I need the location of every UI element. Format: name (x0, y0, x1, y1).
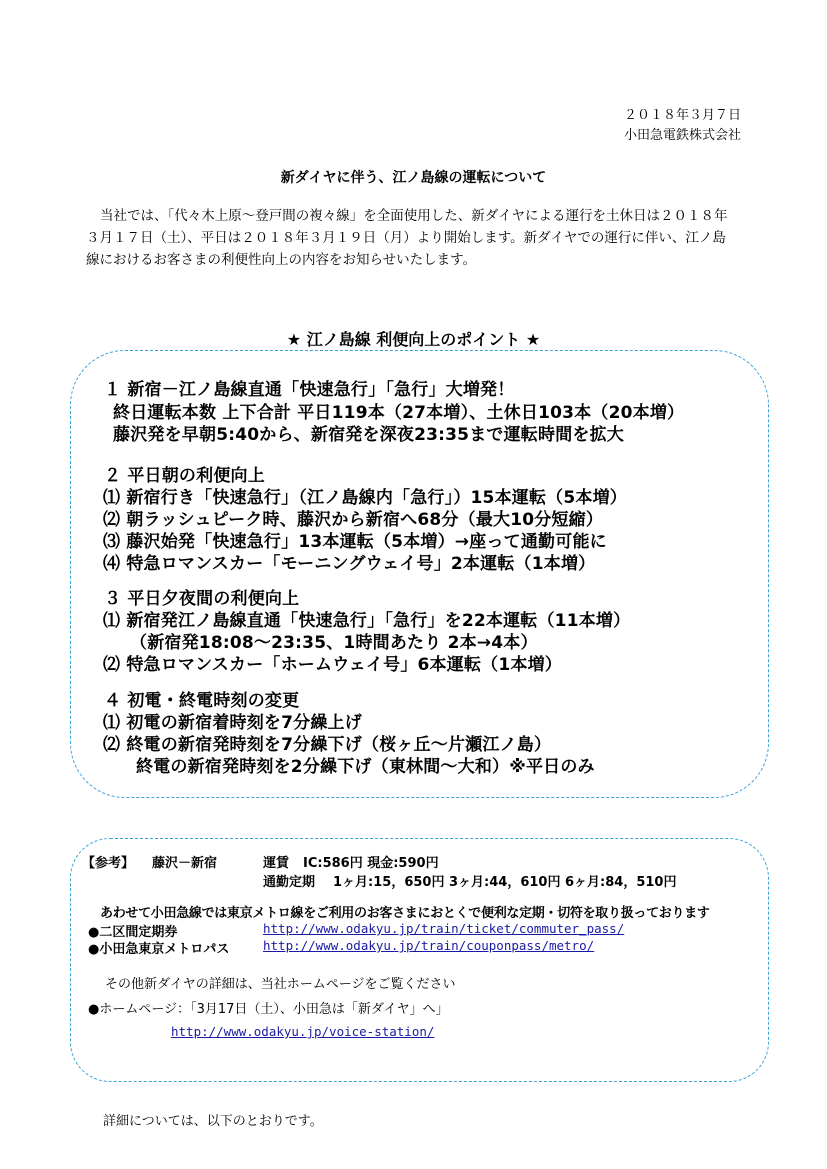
metro-pass-label: ●小田急東京メトロパス (88, 942, 230, 957)
homepage-label: ●ホームページ：「3月17日（土）、小田急は「新ダイヤ」へ」 (88, 1002, 449, 1017)
point-3-line-1: ⑴ 新宿発江ノ島線直通「快速急行」「急行」を22本運転（11本増） (103, 611, 631, 631)
point-2-line-4: ⑷ 特急ロマンスカー「モーニングウェイ号」2本運転（1本増） (103, 554, 596, 574)
reference-tag: 【参考】 (82, 856, 135, 871)
intro-paragraph: 当社では、「代々木上原～登戸間の複々線」を全面使用した、新ダイヤによる運行を土休日は２０１８年３月１７日（土）、平日は２０１８年３月１９日（月）より開始します。新ダイヤでの運行に伴い、江ノ島線におけるお客さまの利便性向上の内容をお知らせいたします。 (86, 208, 728, 268)
reference-route: 藤沢－新宿 (152, 856, 218, 871)
pass-label: 通勤定期 (263, 875, 316, 890)
two-section-pass-link[interactable]: http://www.odakyu.jp/train/ticket/commuter_pass/ (263, 921, 625, 936)
point-3-heading: ３ 平日夕夜間の利便向上 (104, 589, 300, 609)
point-4-heading: ４ 初電・終電時刻の変更 (104, 691, 300, 711)
point-2-line-3: ⑶ 藤沢始発「快速急行」13本運転（5本増）→座って通勤可能に (103, 532, 607, 552)
homepage-link[interactable]: http://www.odakyu.jp/voice-station/ (171, 1024, 435, 1039)
point-2-heading: ２ 平日朝の利便向上 (104, 466, 265, 486)
pass-value: 1ヶ月:15，650円 3ヶ月:44，610円 6ヶ月:84，510円 (333, 875, 677, 890)
point-4-line-1: ⑴ 初電の新宿着時刻を7分繰上げ (103, 713, 362, 733)
two-section-pass-label: ●二区間定期券 (88, 925, 178, 940)
point-1-line-1: 終日運転本数 上下合計 平日119本（27本増）、土休日103本（20本増） (113, 403, 685, 423)
points-heading: ★ 江ノ島線 利便向上のポイント ★ (286, 330, 541, 349)
company-name: 小田急電鉄株式会社 (623, 128, 741, 143)
fare-label: 運賃 (263, 856, 290, 871)
page-title: 新ダイヤに伴う、江ノ島線の運転について (280, 170, 547, 186)
point-1-heading: １ 新宿－江ノ島線直通「快速急行」「急行」大増発！ (104, 380, 515, 400)
point-3-line-2: （新宿発18:08～23:35、1時間あたり 2本→4本） (130, 633, 538, 653)
details-footer: 詳細については、以下のとおりです。 (103, 1114, 323, 1129)
metro-pass-link[interactable]: http://www.odakyu.jp/train/couponpass/metro/ (263, 938, 595, 953)
point-4-line-3: 終電の新宿発時刻を2分繰下げ（東林間～大和）※平日のみ (136, 757, 595, 777)
fare-value: IC:586円 現金:590円 (303, 856, 439, 871)
metro-notice: あわせて小田急線では東京メトロ線をご利用のお客さまにおとくで便利な定期・切符を取り扱っております (100, 906, 710, 921)
point-2-line-2: ⑵ 朝ラッシュピーク時、藤沢から新宿へ68分（最大10分短縮） (103, 510, 604, 530)
point-2-line-1: ⑴ 新宿行き「快速急行」（江ノ島線内「急行」）15本運転（5本増） (103, 488, 628, 508)
point-1-line-2: 藤沢発を早朝5:40から、新宿発を深夜23:35まで運転時間を拡大 (113, 425, 624, 445)
point-3-line-3: ⑵ 特急ロマンスカー「ホームウェイ号」6本運転（1本増） (103, 655, 562, 675)
point-4-line-2: ⑵ 終電の新宿発時刻を7分繰下げ（桜ヶ丘～片瀬江ノ島） (103, 735, 552, 755)
more-details-text: その他新ダイヤの詳細は、当社ホームページをご覧ください (105, 977, 456, 992)
document-date: ２０１８年３月７日 (623, 108, 741, 123)
